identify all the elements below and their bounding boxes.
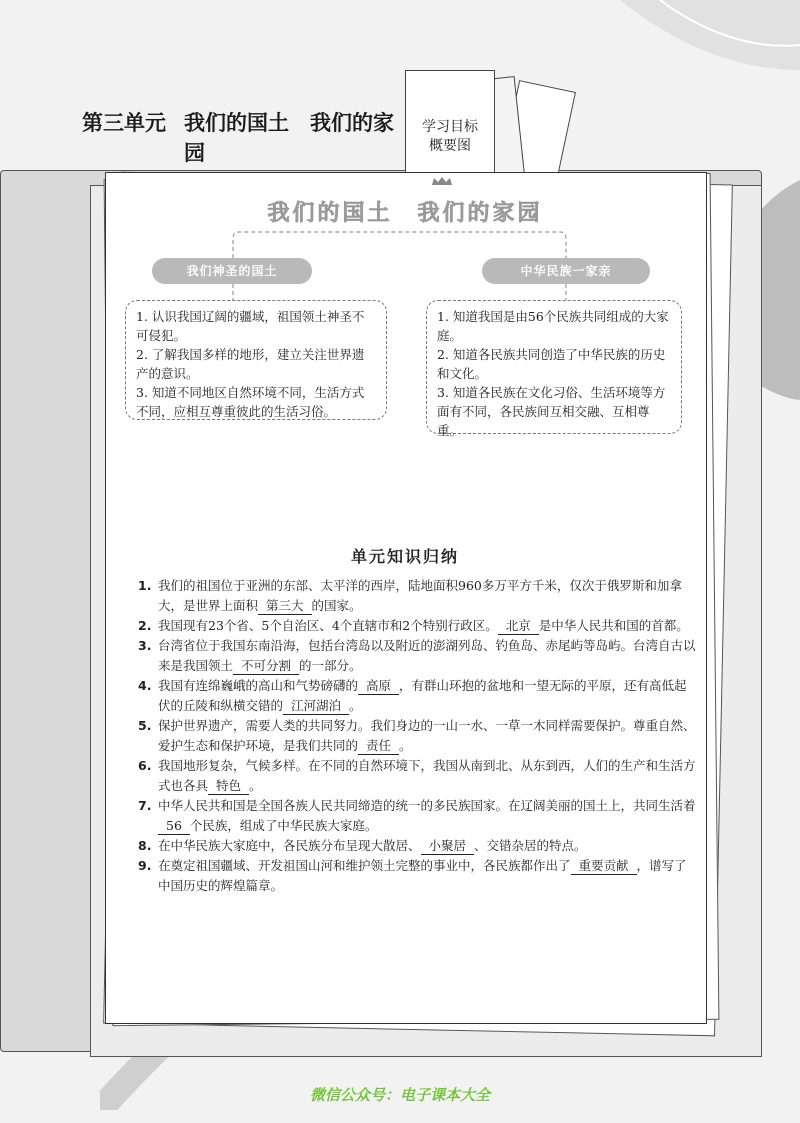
list-item	[138, 676, 698, 716]
footer-watermark: 微信公众号：电子课本大全	[309, 1086, 490, 1104]
item-text: 、交错杂居的特点。	[474, 838, 587, 853]
tag-line1: 学习目标	[422, 119, 478, 135]
map-connectors	[0, 0, 800, 320]
answer-blank: 北京	[498, 618, 539, 635]
list-item	[138, 576, 698, 616]
list-item	[138, 616, 698, 636]
summary-list	[138, 576, 698, 896]
item-text: 我们的祖国位于亚洲的东部、太平洋的西岸，陆地面积960多万平方千米，仅次于俄罗斯和加拿大，是世界上面积	[158, 578, 682, 613]
answer-blank: 责任	[358, 738, 399, 755]
map-box-left	[125, 300, 387, 420]
item-text: 在奠定祖国疆域、开发祖国山河和维护领土完整的事业中，各民族都作出了	[158, 858, 571, 873]
item-text: 的国家。	[311, 598, 362, 613]
item-text: 我国现有23个省、5个自治区、4个直辖市和2个特别行政区。	[158, 618, 498, 633]
map-label-right: 中华民族一家亲	[482, 258, 650, 284]
list-item: 1. 认识我国辽阔的疆域，祖国领土神圣不可侵犯。	[136, 309, 365, 343]
item-text: 我国地形复杂，气候多样。在不同的自然环境下，我国从南到北、从东到西，人们的生产和生活方式也各具	[158, 758, 696, 793]
item-text: 中华人民共和国是全国各族人民共同缔造的统一的多民族国家。在辽阔美丽的国土上，共同生活着	[158, 798, 696, 813]
answer-blank: 重要贡献	[571, 858, 637, 875]
item-text: 我国有连绵巍峨的高山和气势磅礴的	[158, 678, 359, 693]
map-title: 我们的国土 我们的家园	[267, 201, 543, 226]
item-text: 台湾省位于我国东南沿海，包括台湾岛以及附近的澎湖列岛、钓鱼岛、赤尾屿等岛屿。台湾自古以来是我国领土	[158, 638, 696, 673]
answer-blank: 高原	[358, 678, 399, 695]
item-text: 的一部分。	[299, 658, 362, 673]
list-item: 3. 知道各民族在文化习俗、生活环境等方面有不同，各民族间互相交融、互相尊重。	[437, 385, 666, 438]
map-box-right	[426, 300, 682, 438]
item-text: 。	[249, 778, 262, 793]
list-item	[138, 856, 698, 896]
unit-name: 我们的国土 我们的家园	[184, 110, 394, 165]
answer-blank: 第三大	[258, 598, 312, 615]
item-number: 5.	[138, 718, 152, 733]
item-number: 8.	[138, 838, 152, 853]
list-item	[138, 716, 698, 756]
item-number: 3.	[138, 638, 152, 653]
answer-blank: 江河湖泊	[283, 698, 349, 715]
answer-blank: 不可分割	[233, 658, 299, 675]
item-text: 。	[349, 698, 362, 713]
list-item	[138, 796, 698, 836]
item-number: 2.	[138, 618, 152, 633]
item-text: 在中华民族大家庭中，各民族分布呈现大散居、	[158, 838, 421, 853]
map-label-left: 我们神圣的国土	[152, 258, 312, 284]
item-text: 是中华人民共和国的首都。	[538, 618, 689, 633]
item-number: 7.	[138, 798, 152, 813]
item-number: 1.	[138, 578, 152, 593]
item-text: ，谱写了中国历史的辉煌篇章。	[158, 858, 687, 893]
unit-number: 第三单元	[82, 110, 166, 135]
list-item: 1. 知道我国是由56个民族共同组成的大家庭。	[437, 309, 669, 343]
item-number: 9.	[138, 858, 152, 873]
item-text: ，有群山环抱的盆地和一望无际的平原，还有高低起伏的丘陵和纵横交错的	[158, 678, 687, 713]
summary-title: 单元知识归纳	[350, 547, 459, 566]
item-text: 个民族，组成了中华民族大家庭。	[189, 818, 378, 833]
answer-blank: 特色	[208, 778, 249, 795]
tag-line2: 概要图	[429, 138, 471, 154]
answer-blank: 56	[158, 818, 190, 835]
item-number: 4.	[138, 678, 152, 693]
list-item: 2. 知道各民族共同创造了中华民族的历史和文化。	[437, 347, 666, 381]
list-item: 3. 知道不同地区自然环境不同，生活方式不同，应相互尊重彼此的生活习俗。	[136, 385, 365, 419]
list-item	[138, 836, 698, 856]
item-text: 。	[399, 738, 412, 753]
item-number: 6.	[138, 758, 152, 773]
answer-blank: 小聚居	[421, 838, 475, 855]
item-text: 保护世界遗产，需要人类的共同努力。我们身边的一山一水、一草一木同样需要保护。尊重自然、爱护生态和保护环境，是我们共同的	[158, 718, 696, 753]
list-item	[138, 636, 698, 676]
list-item	[138, 756, 698, 796]
list-item: 2. 了解我国多样的地形，建立关注世界遗产的意识。	[136, 347, 365, 381]
